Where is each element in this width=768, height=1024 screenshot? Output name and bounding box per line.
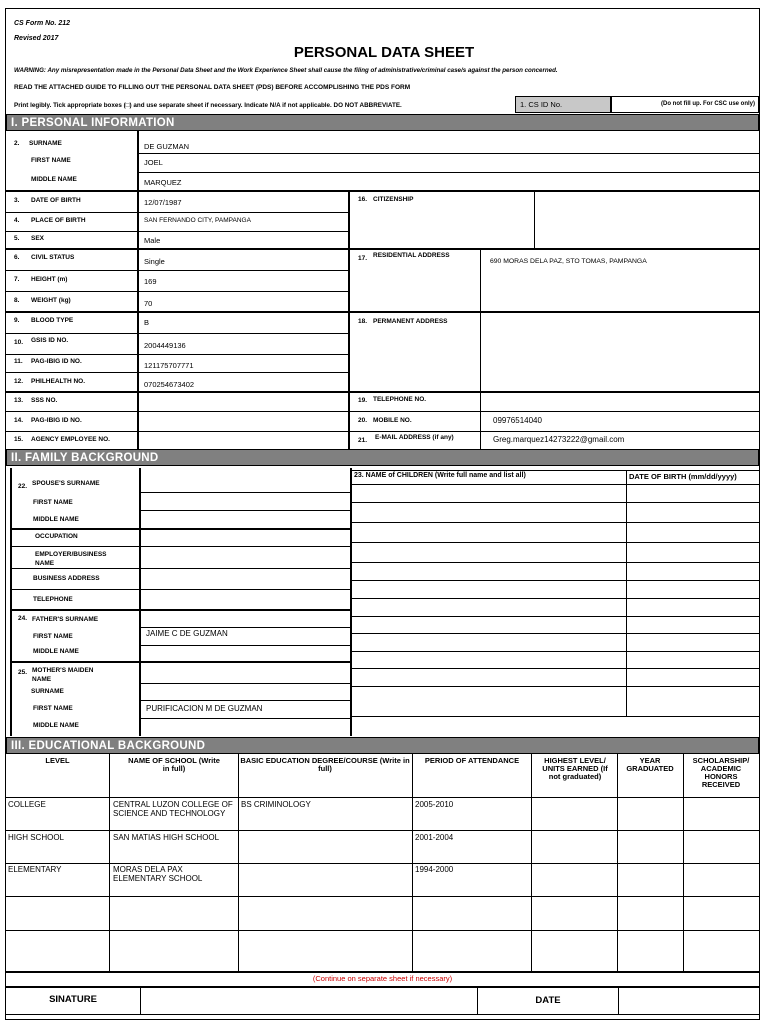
father-middle-name-label: MIDDLE NAME	[33, 648, 79, 655]
grid-line	[6, 248, 759, 250]
grid-line	[351, 668, 759, 669]
grid-line	[6, 930, 759, 931]
spouse-middle-name-label: MIDDLE NAME	[33, 516, 79, 523]
section-educational-background: III. EDUCATIONAL BACKGROUND	[6, 737, 759, 754]
spouse-surname-label: SPOUSE'S SURNAME	[32, 480, 100, 487]
mother-middle-name-label: MIDDLE NAME	[33, 722, 79, 729]
edu-header-year: YEAR GRADUATED	[626, 756, 674, 773]
pagibig-value[interactable]: 121175707771	[144, 361, 194, 370]
father-name-value[interactable]: JAIME C DE GUZMAN	[146, 629, 228, 638]
cs-id-label-cell	[515, 96, 611, 113]
email-label: E-MAIL ADDRESS (if any)	[375, 434, 454, 441]
grid-line	[351, 651, 759, 652]
grid-line	[6, 311, 759, 313]
edu-period[interactable]: 2001-2004	[415, 833, 454, 842]
field-number: 22.	[18, 483, 28, 490]
grid-line	[759, 470, 760, 716]
grid-line	[351, 716, 759, 717]
grid-line	[10, 468, 12, 736]
grid-line	[140, 700, 350, 701]
section-family-background: II. FAMILY BACKGROUND	[6, 449, 759, 466]
field-number: 10.	[14, 339, 24, 346]
continue-note: (Continue on separate sheet if necessary)	[312, 974, 453, 983]
business-address-label: BUSINESS ADDRESS	[33, 575, 100, 582]
grid-line	[480, 249, 481, 449]
weight-label: WEIGHT (kg)	[31, 297, 71, 304]
grid-line	[6, 333, 348, 334]
grid-line	[6, 231, 348, 232]
field-number: 20.	[358, 417, 368, 424]
field-number: 24.	[18, 615, 28, 622]
field-number: 13.	[14, 397, 24, 404]
grid-line	[139, 468, 141, 736]
warning-text: WARNING: Any misrepresentation made in the Personal Data Sheet and the Work Experience Sheet shall cause the filing of administrative/criminal case/s against the person concerned.	[14, 67, 558, 74]
section-personal-information: I. PERSONAL INFORMATION	[6, 114, 759, 131]
field-number: 7.	[14, 276, 20, 283]
grid-line	[6, 830, 759, 831]
field-number: 3.	[14, 197, 20, 204]
first-name-label: FIRST NAME	[31, 157, 71, 164]
field-number: 2.	[14, 140, 20, 147]
edu-period[interactable]: 2005-2010	[415, 800, 454, 809]
employer-label: EMPLOYER/BUSINESS NAME	[35, 551, 107, 567]
gsis-label: GSIS ID NO.	[31, 337, 69, 344]
grid-line	[626, 470, 627, 716]
email-value[interactable]: Greg.marquez14273222@gmail.com	[493, 435, 625, 444]
edu-header-level: LEVEL	[45, 756, 70, 765]
grid-line	[6, 212, 348, 213]
field-number: 4.	[14, 217, 20, 224]
date-label: DATE	[535, 995, 561, 1006]
mobile-label: MOBILE NO.	[373, 417, 412, 424]
grid-line	[137, 131, 139, 449]
civil-status-label: CIVIL STATUS	[31, 254, 75, 261]
signature-label: SINATURE	[49, 994, 97, 1005]
edu-header-school: NAME OF SCHOOL (Write in full)	[128, 756, 220, 773]
grid-line	[140, 627, 350, 628]
height-value[interactable]: 169	[144, 277, 157, 286]
mother-first-name-label: FIRST NAME	[33, 705, 73, 712]
grid-line	[534, 191, 535, 249]
field-number: 11.	[14, 358, 23, 365]
grid-line	[10, 546, 350, 547]
field-number: 5.	[14, 235, 20, 242]
mother-maiden-label: MOTHER'S MAIDEN NAME	[32, 667, 94, 683]
philhealth-label: PHILHEALTH NO.	[31, 378, 86, 385]
field-number: 15.	[14, 436, 24, 443]
children-header: 23. NAME of CHILDREN (Write full name and list all)	[354, 472, 526, 479]
grid-line	[351, 580, 759, 581]
grid-line	[6, 354, 348, 355]
grid-line	[351, 542, 759, 543]
print-instructions: Print legibly. Tick appropriate boxes (□) and use separate sheet if necessary. Indicate N/A if not applicable. DO NOT ABBREVIATE.	[14, 102, 402, 109]
grid-line	[10, 589, 350, 590]
cs-id-label: 1. CS ID No.	[520, 100, 563, 109]
sex-value[interactable]: Male	[144, 236, 161, 245]
surname-label: SURNAME	[29, 140, 62, 147]
grid-line	[351, 686, 759, 687]
edu-header-units: HIGHEST LEVEL/ UNITS EARNED (If not graduated)	[542, 756, 608, 781]
spouse-telephone-label: TELEPHONE	[33, 596, 73, 603]
agency-label: AGENCY EMPLOYEE NO.	[31, 436, 110, 443]
grid-line	[10, 609, 350, 611]
grid-line	[6, 896, 759, 897]
grid-line	[351, 502, 759, 503]
edu-header-honors: SCHOLARSHIP/ ACADEMIC HONORS RECEIVED	[692, 756, 750, 789]
pob-label: PLACE OF BIRTH	[31, 217, 86, 224]
edu-course[interactable]: BS CRIMINOLOGY	[241, 800, 311, 809]
field-number: 8.	[14, 297, 20, 304]
pob-value[interactable]: SAN FERNANDO CITY, PAMPANGA	[144, 217, 251, 224]
edu-school[interactable]: CENTRAL LUZON COLLEGE OF SCIENCE AND TECHNOLOGY	[113, 800, 233, 818]
dob-value[interactable]: 12/07/1987	[144, 198, 182, 207]
tin-label: PAG-IBIG ID NO.	[31, 417, 82, 424]
grid-line	[351, 616, 759, 617]
grid-line	[6, 1014, 759, 1015]
edu-level: ELEMENTARY	[8, 865, 62, 874]
form-number: CS Form No. 212	[14, 20, 71, 27]
pagibig-label: PAG-IBIG ID NO.	[31, 358, 82, 365]
mother-name-value[interactable]: PURIFICACION M DE GUZMAN	[146, 704, 263, 713]
grid-line	[10, 568, 350, 569]
cs-id-field[interactable]	[611, 96, 759, 113]
edu-period[interactable]: 1994-2000	[415, 865, 454, 874]
edu-level: HIGH SCHOOL	[8, 833, 65, 842]
first-name-value[interactable]: JOEL	[144, 158, 163, 167]
field-number: 14.	[14, 417, 24, 424]
residential-label: RESIDENTIAL ADDRESS	[373, 252, 450, 259]
father-first-name-label: FIRST NAME	[33, 633, 73, 640]
height-label: HEIGHT (m)	[31, 276, 68, 283]
grid-line	[10, 528, 350, 530]
civil-status-value[interactable]: Single	[144, 257, 165, 266]
page-title: PERSONAL DATA SHEET	[293, 44, 475, 61]
field-number: 16.	[358, 196, 368, 203]
grid-line	[140, 683, 350, 684]
field-number: 12.	[14, 378, 24, 385]
grid-line	[6, 863, 759, 864]
grid-line	[6, 391, 759, 393]
grid-line	[351, 562, 759, 563]
sss-label: SSS NO.	[31, 397, 58, 404]
grid-line	[6, 270, 348, 271]
grid-line	[351, 633, 759, 634]
spouse-first-name-label: FIRST NAME	[33, 499, 73, 506]
citizenship-label: CITIZENSHIP	[373, 196, 414, 203]
grid-line	[6, 291, 348, 292]
field-number: 9.	[14, 317, 20, 324]
grid-line	[351, 522, 759, 523]
sex-label: SEX	[31, 235, 45, 242]
grid-line	[351, 470, 759, 471]
field-number: 18.	[358, 318, 368, 325]
grid-line	[6, 431, 759, 432]
edu-header-period: PERIOD OF ATTENDANCE	[424, 756, 520, 765]
children-dob-header: DATE OF BIRTH (mm/dd/yyyy)	[629, 472, 737, 481]
read-guide-text: READ THE ATTACHED GUIDE TO FILLING OUT THE PERSONAL DATA SHEET (PDS) BEFORE ACCOMPLISHING THE PDS FORM	[14, 84, 411, 91]
mother-surname-label: SURNAME	[31, 688, 64, 695]
grid-line	[140, 510, 350, 511]
telephone-label: TELEPHONE NO.	[373, 396, 427, 403]
grid-line	[140, 492, 350, 493]
grid-line	[140, 718, 350, 719]
weight-value[interactable]: 70	[144, 299, 153, 308]
philhealth-value[interactable]: 070254673402	[144, 380, 195, 389]
grid-line	[138, 172, 759, 173]
dob-label: DATE OF BIRTH	[31, 197, 81, 204]
edu-header-course: BASIC EDUCATION DEGREE/COURSE (Write in full)	[240, 756, 410, 773]
field-number: 19.	[358, 397, 368, 404]
grid-line	[350, 468, 352, 736]
cs-id-note: (Do not fill up. For CSC use only)	[661, 101, 755, 107]
blood-type-label: BLOOD TYPE	[31, 317, 74, 324]
surname-value[interactable]: DE GUZMAN	[144, 142, 189, 151]
field-number: 6.	[14, 254, 20, 261]
grid-line	[6, 190, 759, 192]
grid-line	[6, 372, 348, 373]
field-number: 21.	[358, 437, 368, 444]
permanent-label: PERMANENT ADDRESS	[373, 318, 448, 325]
grid-line	[138, 153, 759, 154]
father-surname-label: FATHER'S SURNAME	[32, 616, 99, 623]
gsis-value[interactable]: 2004449136	[144, 341, 186, 350]
blood-type-value[interactable]: B	[144, 318, 150, 327]
date-field[interactable]	[619, 988, 759, 1014]
middle-name-value[interactable]: MARQUEZ	[144, 178, 182, 187]
grid-line	[6, 797, 759, 798]
mobile-value[interactable]: 09976514040	[493, 416, 542, 425]
edu-level: COLLEGE	[8, 800, 46, 809]
grid-line	[6, 411, 759, 412]
occupation-label: OCCUPATION	[35, 533, 78, 540]
residential-value[interactable]: 690 MORAS DELA PAZ, STO TOMAS, PAMPANGA	[490, 258, 647, 265]
edu-school[interactable]: SAN MATIAS HIGH SCHOOL	[113, 833, 220, 842]
grid-line	[351, 484, 759, 485]
grid-line	[140, 645, 350, 646]
grid-line	[10, 661, 350, 663]
signature-field[interactable]	[141, 988, 477, 1014]
field-number: 25.	[18, 669, 28, 676]
edu-school[interactable]: MORAS DELA PAX ELEMENTARY SCHOOL	[113, 865, 203, 883]
middle-name-label: MIDDLE NAME	[31, 176, 77, 183]
grid-line	[351, 598, 759, 599]
field-number: 17.	[358, 255, 368, 262]
revised-date: Revised 2017	[14, 35, 59, 42]
